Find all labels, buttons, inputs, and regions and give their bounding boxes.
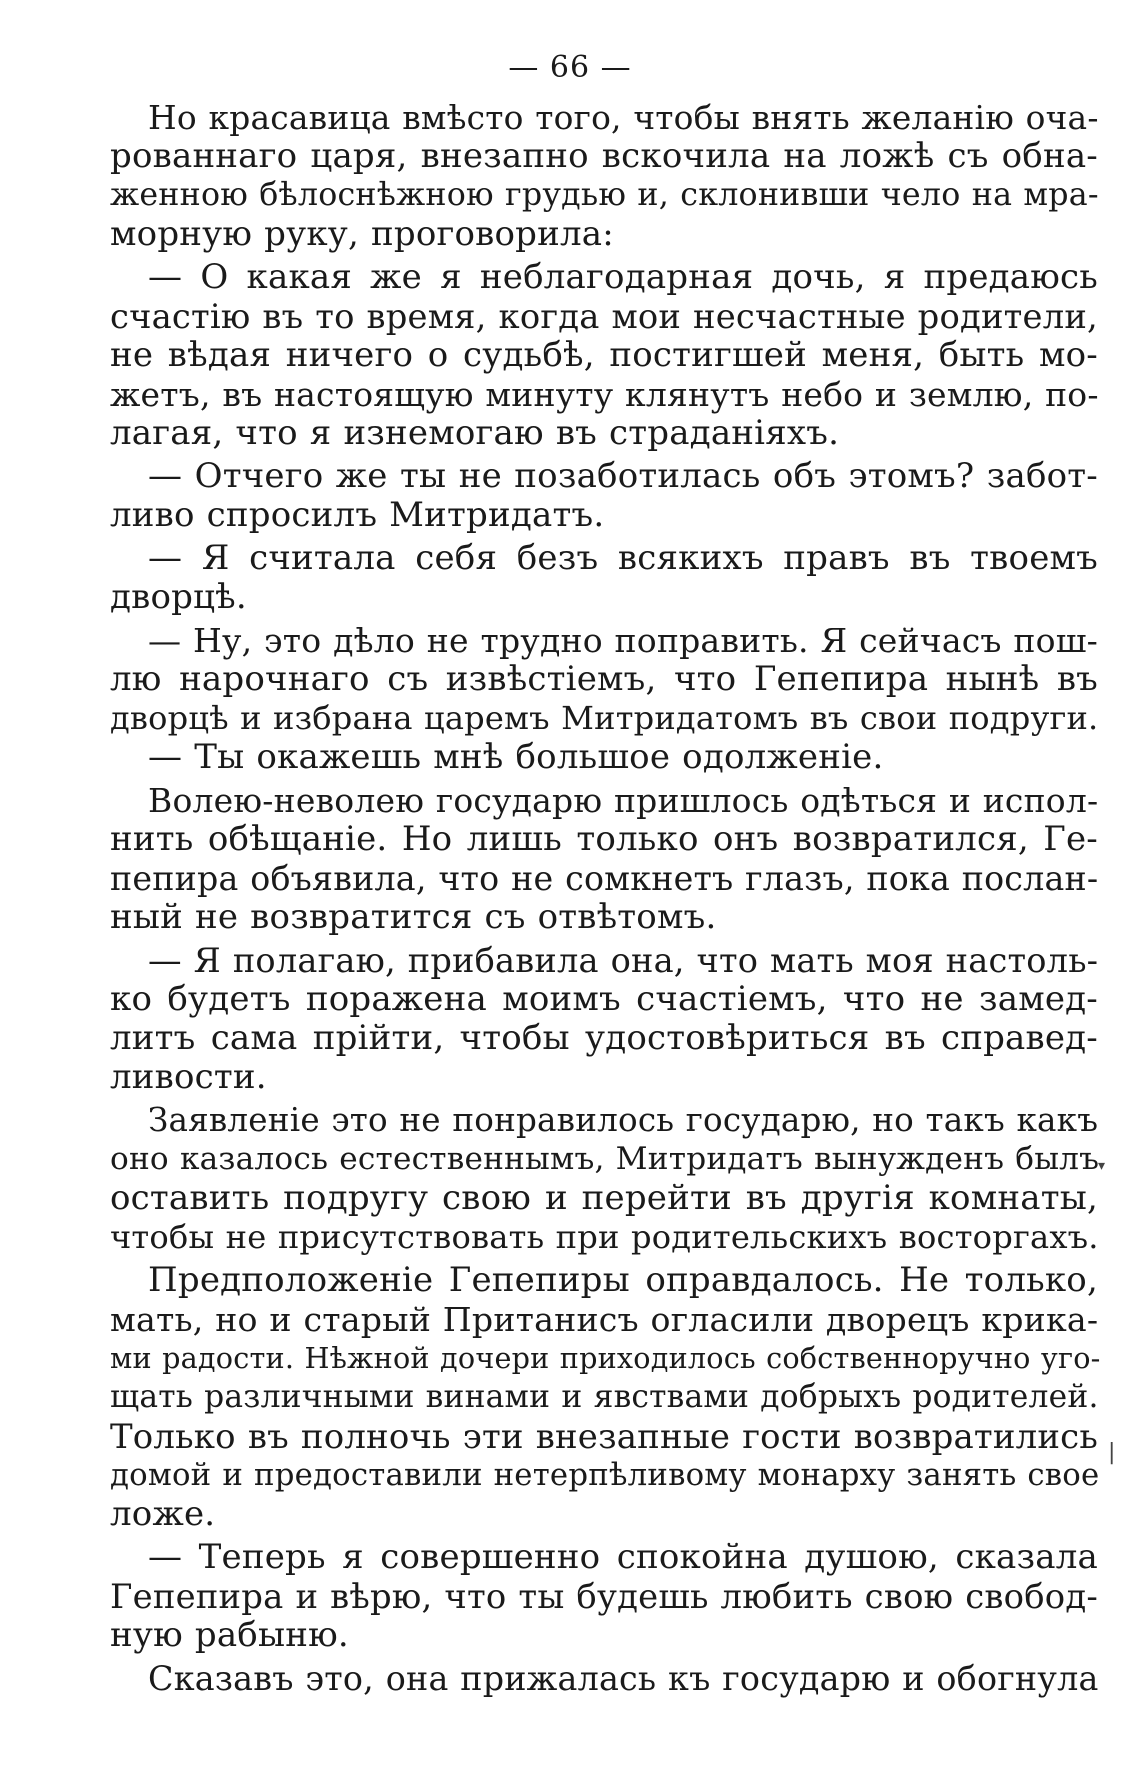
- text-line: — Я считала себя безъ всякихъ правъ въ твоемъ: [148, 538, 1098, 578]
- page-number: — 66 —: [508, 50, 632, 85]
- text-line: ную рабыню.: [110, 1615, 349, 1655]
- text-line: Волею-неволею государю пришлось одѣться и испол-: [148, 781, 1099, 820]
- text-line: — О какая же я неблагодарная дочь, я предаюсь: [148, 257, 1098, 297]
- text-line: ливости.: [110, 1057, 267, 1097]
- text-line: лю нарочнаго съ извѣстiемъ, что Гепепира нынѣ въ: [110, 659, 1098, 699]
- text-line: — Я полагаю, прибавила она, что мать моя настоль-: [148, 941, 1099, 980]
- text-line: дворцѣ и избрана царемъ Митридатомъ въ свои подруги.: [110, 699, 1099, 737]
- text-line: ливо спросилъ Митридатъ.: [110, 495, 605, 535]
- text-line: ложе.: [110, 1494, 216, 1534]
- text-line: — Отчего же ты не позаботилась объ этомъ? забот-: [148, 456, 1098, 496]
- text-line: — Ну, это дѣло не трудно поправить. Я сейчасъ пош-: [148, 621, 1098, 660]
- text-line: женною бѣлоснѣжною грудью и, склонивши чело на мра-: [110, 177, 1099, 213]
- print-speck: ▾: [1098, 1158, 1106, 1174]
- text-line: лагая, что я изнемогаю въ страданiяхъ.: [110, 413, 840, 453]
- text-line: дворцѣ.: [110, 577, 247, 617]
- text-line: жетъ, въ настоящую минуту клянутъ небо и землю, по-: [110, 375, 1099, 414]
- text-line: — Ты окажешь мнѣ большое одолженiе.: [148, 737, 884, 777]
- text-line: литъ сама прiйти, чтобы удостовѣриться въ справед-: [110, 1018, 1098, 1058]
- text-line: домой и предоставили нетерпѣливому монарху занять свое: [110, 1457, 1100, 1493]
- text-line: оно казалось естественнымъ, Митридатъ вынужденъ былъ: [110, 1141, 1100, 1177]
- text-line: — Теперь я совершенно спокойна душою, сказала: [148, 1537, 1098, 1577]
- text-line: Гепепира и вѣрю, что ты будешь любить свою свобод-: [110, 1577, 1098, 1616]
- text-line: Предположенiе Гепепиры оправдалось. Не только,: [148, 1260, 1098, 1300]
- text-line: мать, но и старый Пританисъ огласили дворецъ крика-: [110, 1300, 1099, 1339]
- margin-mark: |: [1108, 1440, 1116, 1465]
- text-line: не вѣдая ничего о судьбѣ, постигшей меня, быть мо-: [110, 335, 1098, 375]
- body-text: [110, 98, 1101, 1698]
- text-line: оставить подругу свою и перейти въ другiя комнаты,: [110, 1178, 1098, 1218]
- text-line: ный не возвратится съ отвѣтомъ.: [110, 897, 717, 937]
- text-line: Заявленiе это не понравилось государю, но такъ какъ: [148, 1101, 1099, 1139]
- text-line: Но красавица вмѣсто того, чтобы внять желанiю оча-: [148, 98, 1099, 137]
- text-line: нить обѣщанiе. Но лишь только онъ возвратился, Ге-: [110, 819, 1098, 859]
- text-line: рованнаго царя, внезапно вскочила на ложѣ съ обна-: [110, 136, 1098, 176]
- text-line: Сказавъ это, она прижалась къ государю и обогнула: [148, 1659, 1099, 1698]
- text-line: щать различными винами и явствами добрыхъ родителей.: [110, 1379, 1099, 1415]
- text-line: счастiю въ то время, когда мои несчастные родители,: [110, 297, 1098, 336]
- text-line: пепира объявила, что не сомкнетъ глазъ, пока послан-: [110, 859, 1099, 898]
- text-line: чтобы не присутствовать при родительскихъ восторгахъ.: [110, 1218, 1099, 1256]
- text-line: ко будетъ поражена моимъ счастiемъ, что не замед-: [110, 979, 1098, 1019]
- text-line: ми радости. Нѣжной дочери приходилось собственноручно уго-: [110, 1341, 1101, 1375]
- text-line: морную руку, проговорила:: [110, 214, 614, 254]
- text-line: Только въ полночь эти внезапные гости возвратились: [110, 1417, 1098, 1456]
